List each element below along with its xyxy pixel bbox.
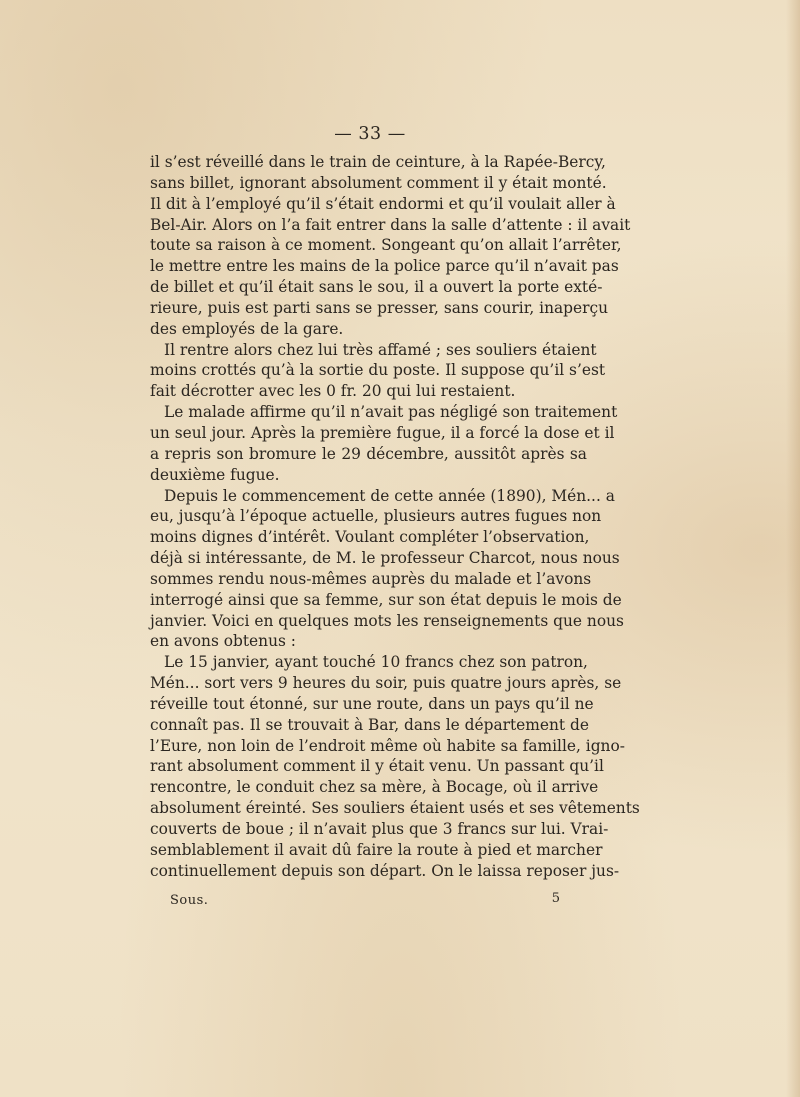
text-line: Depuis le commencement de cette année (1890), Mén... a xyxy=(164,486,615,505)
page-number: — 33 — xyxy=(334,124,406,144)
text-line: eu, jusqu’à l’époque actuelle, plusieurs autres fugues non xyxy=(150,507,602,526)
text-line: il s’est réveillé dans le train de ceinture, à la Rapée-Bercy, xyxy=(150,153,606,171)
text-line: sans billet, ignorant absolument comment il y était monté. xyxy=(150,173,607,192)
text-line: Bel-Air. Alors on l’a fait entrer dans la salle d’attente : il avait xyxy=(150,215,631,234)
text-line: connaît pas. Il se trouvait à Bar, dans le département de xyxy=(150,715,589,734)
text-line: de billet et qu’il était sans le sou, il a ouvert la porte exté- xyxy=(150,278,603,297)
text-line: moins crottés qu’à la sortie du poste. Il suppose qu’il s’est xyxy=(150,361,606,380)
text-line: le mettre entre les mains de la police parce qu’il n’avait pas xyxy=(150,257,619,276)
text-line: Il dit à l’employé qu’il s’était endormi et qu’il voulait aller à xyxy=(150,194,616,213)
signature-mark: Sous. xyxy=(170,893,209,908)
page-footer xyxy=(170,893,570,917)
text-line: rieure, puis est parti sans se presser, sans courir, inaperçu xyxy=(150,298,609,317)
text-line: continuellement depuis son départ. On le laissa reposer jus- xyxy=(150,861,620,880)
text-line: absolument éreinté. Ses souliers étaient usés et ses vêtements xyxy=(150,799,640,818)
text-line: Le malade affirme qu’il n’avait pas négligé son traitement xyxy=(164,403,618,422)
text-line: rencontre, le conduit chez sa mère, à Bocage, où il arrive xyxy=(150,778,599,797)
text-line: des employés de la gare. xyxy=(150,319,344,338)
text-line: déjà si intéressante, de M. le professeur Charcot, nous nous xyxy=(150,549,620,568)
text-line: interrogé ainsi que sa femme, sur son état depuis le mois de xyxy=(150,590,622,609)
text-line: janvier. Voici en quelques mots les renseignements que nous xyxy=(150,611,624,630)
sheet-number: 5 xyxy=(551,891,560,906)
text-line: fait décrotter avec les 0 fr. 20 qui lui restaient. xyxy=(150,382,516,401)
text-line: l’Eure, non loin de l’endroit même où habite sa famille, igno- xyxy=(150,736,625,755)
text-line: a repris son bromure le 29 décembre, aussitôt après sa xyxy=(150,444,587,463)
text-line: moins dignes d’intérêt. Voulant compléter l’observation, xyxy=(150,528,590,547)
body-text xyxy=(150,152,640,882)
text-line: deuxième fugue. xyxy=(150,465,280,484)
text-line: Il rentre alors chez lui très affamé ; ses souliers étaient xyxy=(164,340,597,359)
text-line: rant absolument comment il y était venu. Un passant qu’il xyxy=(150,757,604,776)
text-line: toute sa raison à ce moment. Songeant qu’on allait l’arrêter, xyxy=(150,236,622,255)
text-line: Mén... sort vers 9 heures du soir, puis quatre jours après, se xyxy=(150,674,622,693)
text-line: un seul jour. Après la première fugue, il a forcé la dose et il xyxy=(150,423,615,442)
text-line: Le 15 janvier, ayant touché 10 francs chez son patron, xyxy=(164,653,588,672)
text-line: réveille tout étonné, sur une route, dans un pays qu’il ne xyxy=(150,694,594,713)
text-line: en avons obtenus : xyxy=(150,632,296,651)
text-line: couverts de boue ; il n’avait plus que 3 francs sur lui. Vrai- xyxy=(150,820,609,838)
text-line: semblablement il avait dû faire la route à pied et marcher xyxy=(150,840,603,859)
text-line: sommes rendu nous-mêmes auprès du malade et l’avons xyxy=(150,569,592,588)
